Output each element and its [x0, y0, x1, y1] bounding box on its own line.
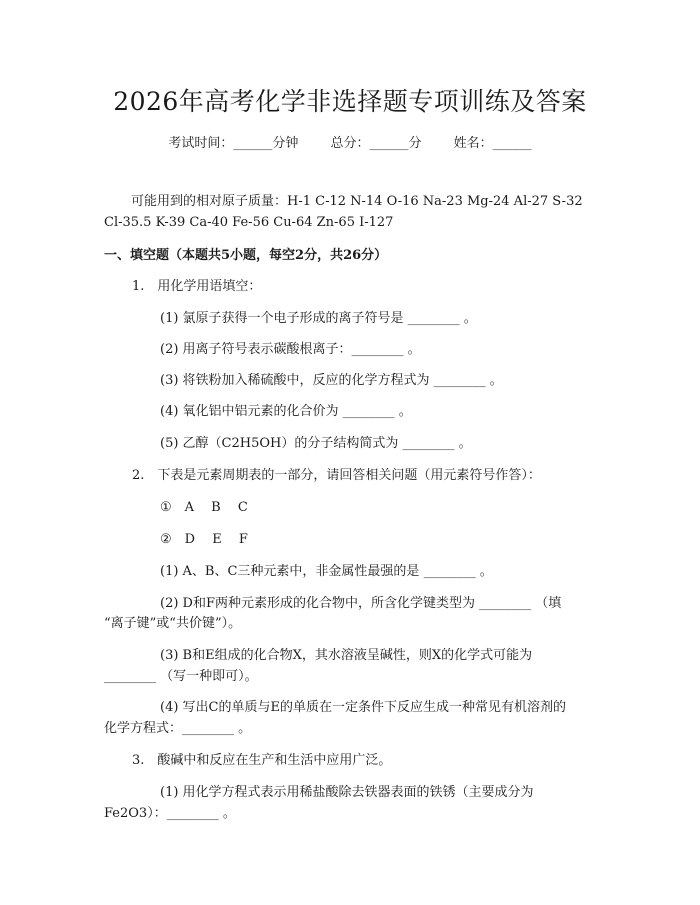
question-1-item-4: (4) 氧化铝中铝元素的化合价为 ________ 。 — [160, 404, 412, 419]
section-title: 一、填空题（本题共5小题，每空2分，共26分） — [104, 248, 388, 263]
question-2-item-3-cont: ________ （写一种即可）。 — [104, 669, 258, 684]
question-3-item-1-cont: Fe2O3）：________ 。 — [104, 806, 236, 821]
periodic-table-row-2: ② D E F — [160, 532, 248, 547]
question-2-stem: 2. 下表是元素周期表的一部分，请回答相关问题（用元素符号作答）： — [132, 468, 541, 483]
question-2-item-2: (2) D和F两种元素形成的化合物中，所含化学键类型为 ________ （填 — [160, 596, 562, 611]
student-name: 姓名：______ — [453, 136, 532, 151]
question-1-item-2: (2) 用离子符号表示碳酸根离子：________ 。 — [160, 342, 421, 357]
question-1-stem: 1. 用化学用语填空： — [132, 279, 262, 294]
question-3-stem: 3. 酸碱中和反应在生产和生活中应用广泛。 — [132, 753, 392, 768]
question-2-item-4: (4) 写出C的单质与E的单质在一定条件下反应生成一种常见有机溶剂的 — [160, 700, 566, 715]
question-2-item-1: (1) A、B、C三种元素中，非金属性最强的是 ________ 。 — [160, 564, 493, 579]
exam-info — [0, 132, 700, 151]
question-2-item-2-cont: “离子键”或“共价键”）。 — [104, 616, 242, 631]
question-2-item-4-cont: 化学方程式：________ 。 — [104, 721, 252, 736]
exam-score: 总分：______分 — [330, 136, 422, 151]
question-1-item-1: (1) 氯原子获得一个电子形成的离子符号是 ________ 。 — [160, 311, 477, 326]
question-1-item-3: (3) 将铁粉加入稀硫酸中，反应的化学方程式为 ________ 。 — [160, 373, 503, 388]
page-title: 2026年高考化学非选择题专项训练及答案 — [113, 87, 587, 116]
exam-time: 考试时间：______分钟 — [168, 136, 299, 151]
atomic-mass-line-2: Cl-35.5 K-39 Ca-40 Fe-56 Cu-64 Zn-65 I-127 — [104, 215, 394, 230]
question-2-item-3: (3) B和E组成的化合物X，其水溶液呈碱性，则X的化学式可能为 — [160, 648, 533, 663]
question-3-item-1: (1) 用化学方程式表示用稀盐酸除去铁器表面的铁锈（主要成分为 — [160, 785, 534, 800]
atomic-mass-line-1: 可能用到的相对原子质量：H-1 C-12 N-14 O-16 Na-23 Mg-24 Al-27 S-32 — [131, 194, 583, 209]
periodic-table-row-1: ① A B C — [160, 500, 248, 515]
question-1-item-5: (5) 乙醇（C2H5OH）的分子结构简式为 ________ 。 — [160, 436, 472, 451]
